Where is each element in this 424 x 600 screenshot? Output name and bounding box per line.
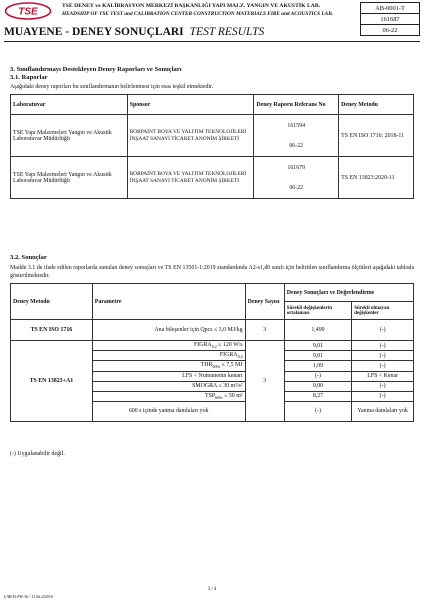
col-laboratuvar: Laboratuvar	[11, 95, 128, 115]
sbi-nc: (-)	[352, 361, 414, 371]
section-3-2-heading: 3.2. Sonuçlar	[10, 254, 47, 261]
row-ref	[254, 157, 339, 199]
sbi-param: 600 s içinde yanma damlaları yok	[92, 401, 245, 421]
col-continuous: Sürekli değişkenlerin ortalaması	[284, 302, 352, 320]
col-ref-no: Deney Raporu Referans No	[254, 95, 339, 115]
section-3-1-heading: 3.1. Raporlar	[10, 74, 48, 81]
row-method: TS EN ISO 1716: 2018-11	[339, 115, 414, 157]
form-code: LAB-D-FR-36 / 11.06.2020-6	[4, 594, 54, 599]
sbi-avg: (-)	[284, 371, 352, 381]
sbi-method: TS EN 13823+A1	[11, 341, 93, 422]
col-noncontinuous: Sürekli olmayan değişkenler	[352, 302, 414, 320]
sbi-nc: Yanma damlaları yok	[352, 401, 414, 421]
col-deney-metodu: Deney Metodu	[11, 284, 93, 320]
report-date: 06-22	[361, 25, 420, 36]
sbi-param: SMOGRA ≤ 30 m²/s²	[92, 381, 245, 391]
iso1716-method: TS EN ISO 1716	[11, 320, 93, 341]
iso1716-avg: 1,499	[284, 320, 352, 341]
sbi-nc: (-)	[352, 341, 414, 351]
row-method: TS EN 13823:2020-11	[339, 157, 414, 199]
row-ref-no: 161594	[287, 122, 306, 129]
row-lab: TSE Yapı Malzemeleri Yangın ve Akustik Laboratuvar Müdürlüğü	[11, 157, 128, 199]
sbi-avg: 8,27	[284, 391, 352, 401]
page-number: 3 / 4	[207, 587, 217, 592]
sbi-avg: 9,01	[284, 341, 352, 351]
col-sponsor: Sponsor	[127, 95, 254, 115]
title-tr: MUAYENE - DENEY SONUÇLARI	[4, 26, 184, 38]
iso1716-nc: (-)	[352, 320, 414, 341]
sbi-param: $TSP_{600s} \le 50$ m²	[92, 391, 245, 401]
doc-code: AB-0001-T	[361, 3, 420, 14]
iso1716-count: 3	[245, 320, 284, 341]
iso1716-param: Ana bileşenler için Qpcs ≤ 3,0 MJ/kg	[92, 320, 245, 341]
sbi-avg: 0,00	[284, 381, 352, 391]
sbi-avg: (-)	[284, 401, 352, 421]
report-no: 161687	[361, 14, 420, 25]
row-ref-date: 06-22	[289, 142, 304, 149]
svg-text:TSE: TSE	[18, 6, 38, 18]
header-divider	[4, 41, 420, 42]
title-en: TEST RESULTS	[189, 26, 265, 38]
section-3-heading: 3. Sınıflandırmayı Destekleyen Deney Raporları ve Sonuçları	[10, 66, 182, 73]
document-code-box	[360, 2, 420, 36]
org-line-tr: TSE DENEY ve KALİBRASYON MERKEZİ BAŞKANLIĞI YAPI MALZ. YANGIN VE AKUSTİK LAB.	[62, 3, 321, 9]
section-3-2-text: Madde 3.1 de ifade edilen raporlarda sunulan deney sonuçları ve TS EN 13501-1:2019 standardında A2-s1,d0 sınıfı için belirtilen sınıflandırma ölçütleri aşağıdaki tabloda gösterilmektedir.	[10, 265, 414, 279]
row-ref-date: 06-22	[289, 184, 304, 191]
col-parametre: Parametre	[92, 284, 245, 320]
sbi-param: $FIGRA_{0,2} \le 120$ W/s	[92, 341, 245, 351]
reports-table	[10, 94, 414, 199]
table-row	[11, 157, 414, 199]
sbi-count: 3	[245, 341, 284, 422]
not-applicable-note: (-) Uygulanabilir değil.	[10, 451, 65, 457]
col-results: Deney Sonuçları ve Değerlendirme	[284, 284, 413, 302]
org-line-en: HEADSHIP OF TSE TEST and CALIBRATION CENTER CONSTRUCTION MATERIALS FIRE and ACOUSTICS LAB.	[62, 11, 334, 17]
sbi-avg: 9,01	[284, 351, 352, 361]
row-sponsor: BORPAİNT BOYA VE YALITIM TEKNOLOJİLERİ İNŞAAT SANAYİ TİCARET ANONİM ŞİRKETİ	[127, 157, 254, 199]
row-lab: TSE Yapı Malzemeleri Yangın ve Akustik Laboratuvar Müdürlüğü	[11, 115, 128, 157]
row-sponsor: BORPAİNT BOYA VE YALITIM TEKNOLOJİLERİ İNŞAAT SANAYİ TİCARET ANONİM ŞİRKETİ	[127, 115, 254, 157]
table-row	[11, 115, 414, 157]
col-method: Deney Metodu	[339, 95, 414, 115]
sbi-nc: (-)	[352, 391, 414, 401]
sbi-avg: 1,09	[284, 361, 352, 371]
sbi-param: $THR_{600s} \le 7,5$ MJ	[92, 361, 245, 371]
table-row	[11, 320, 414, 341]
sbi-nc: LFS < Kenar	[352, 371, 414, 381]
sbi-nc: (-)	[352, 351, 414, 361]
sbi-nc: (-)	[352, 381, 414, 391]
row-ref	[254, 115, 339, 157]
sbi-param: $FIGRA_{0,4}$	[92, 351, 245, 361]
section-3-1-intro: Aşağıdaki deney raporları bu sınıflandırmanın belirlenmesi için esas teşkil etmektedir.	[10, 84, 214, 90]
results-table	[10, 283, 414, 422]
page-title	[4, 26, 264, 38]
sbi-param: LFS < Numunenin kenarı	[92, 371, 245, 381]
tse-logo	[4, 2, 52, 20]
table-row	[11, 341, 414, 351]
row-ref-no: 161679	[287, 164, 306, 171]
col-deney-sayisi: Deney Sayısı	[245, 284, 284, 320]
